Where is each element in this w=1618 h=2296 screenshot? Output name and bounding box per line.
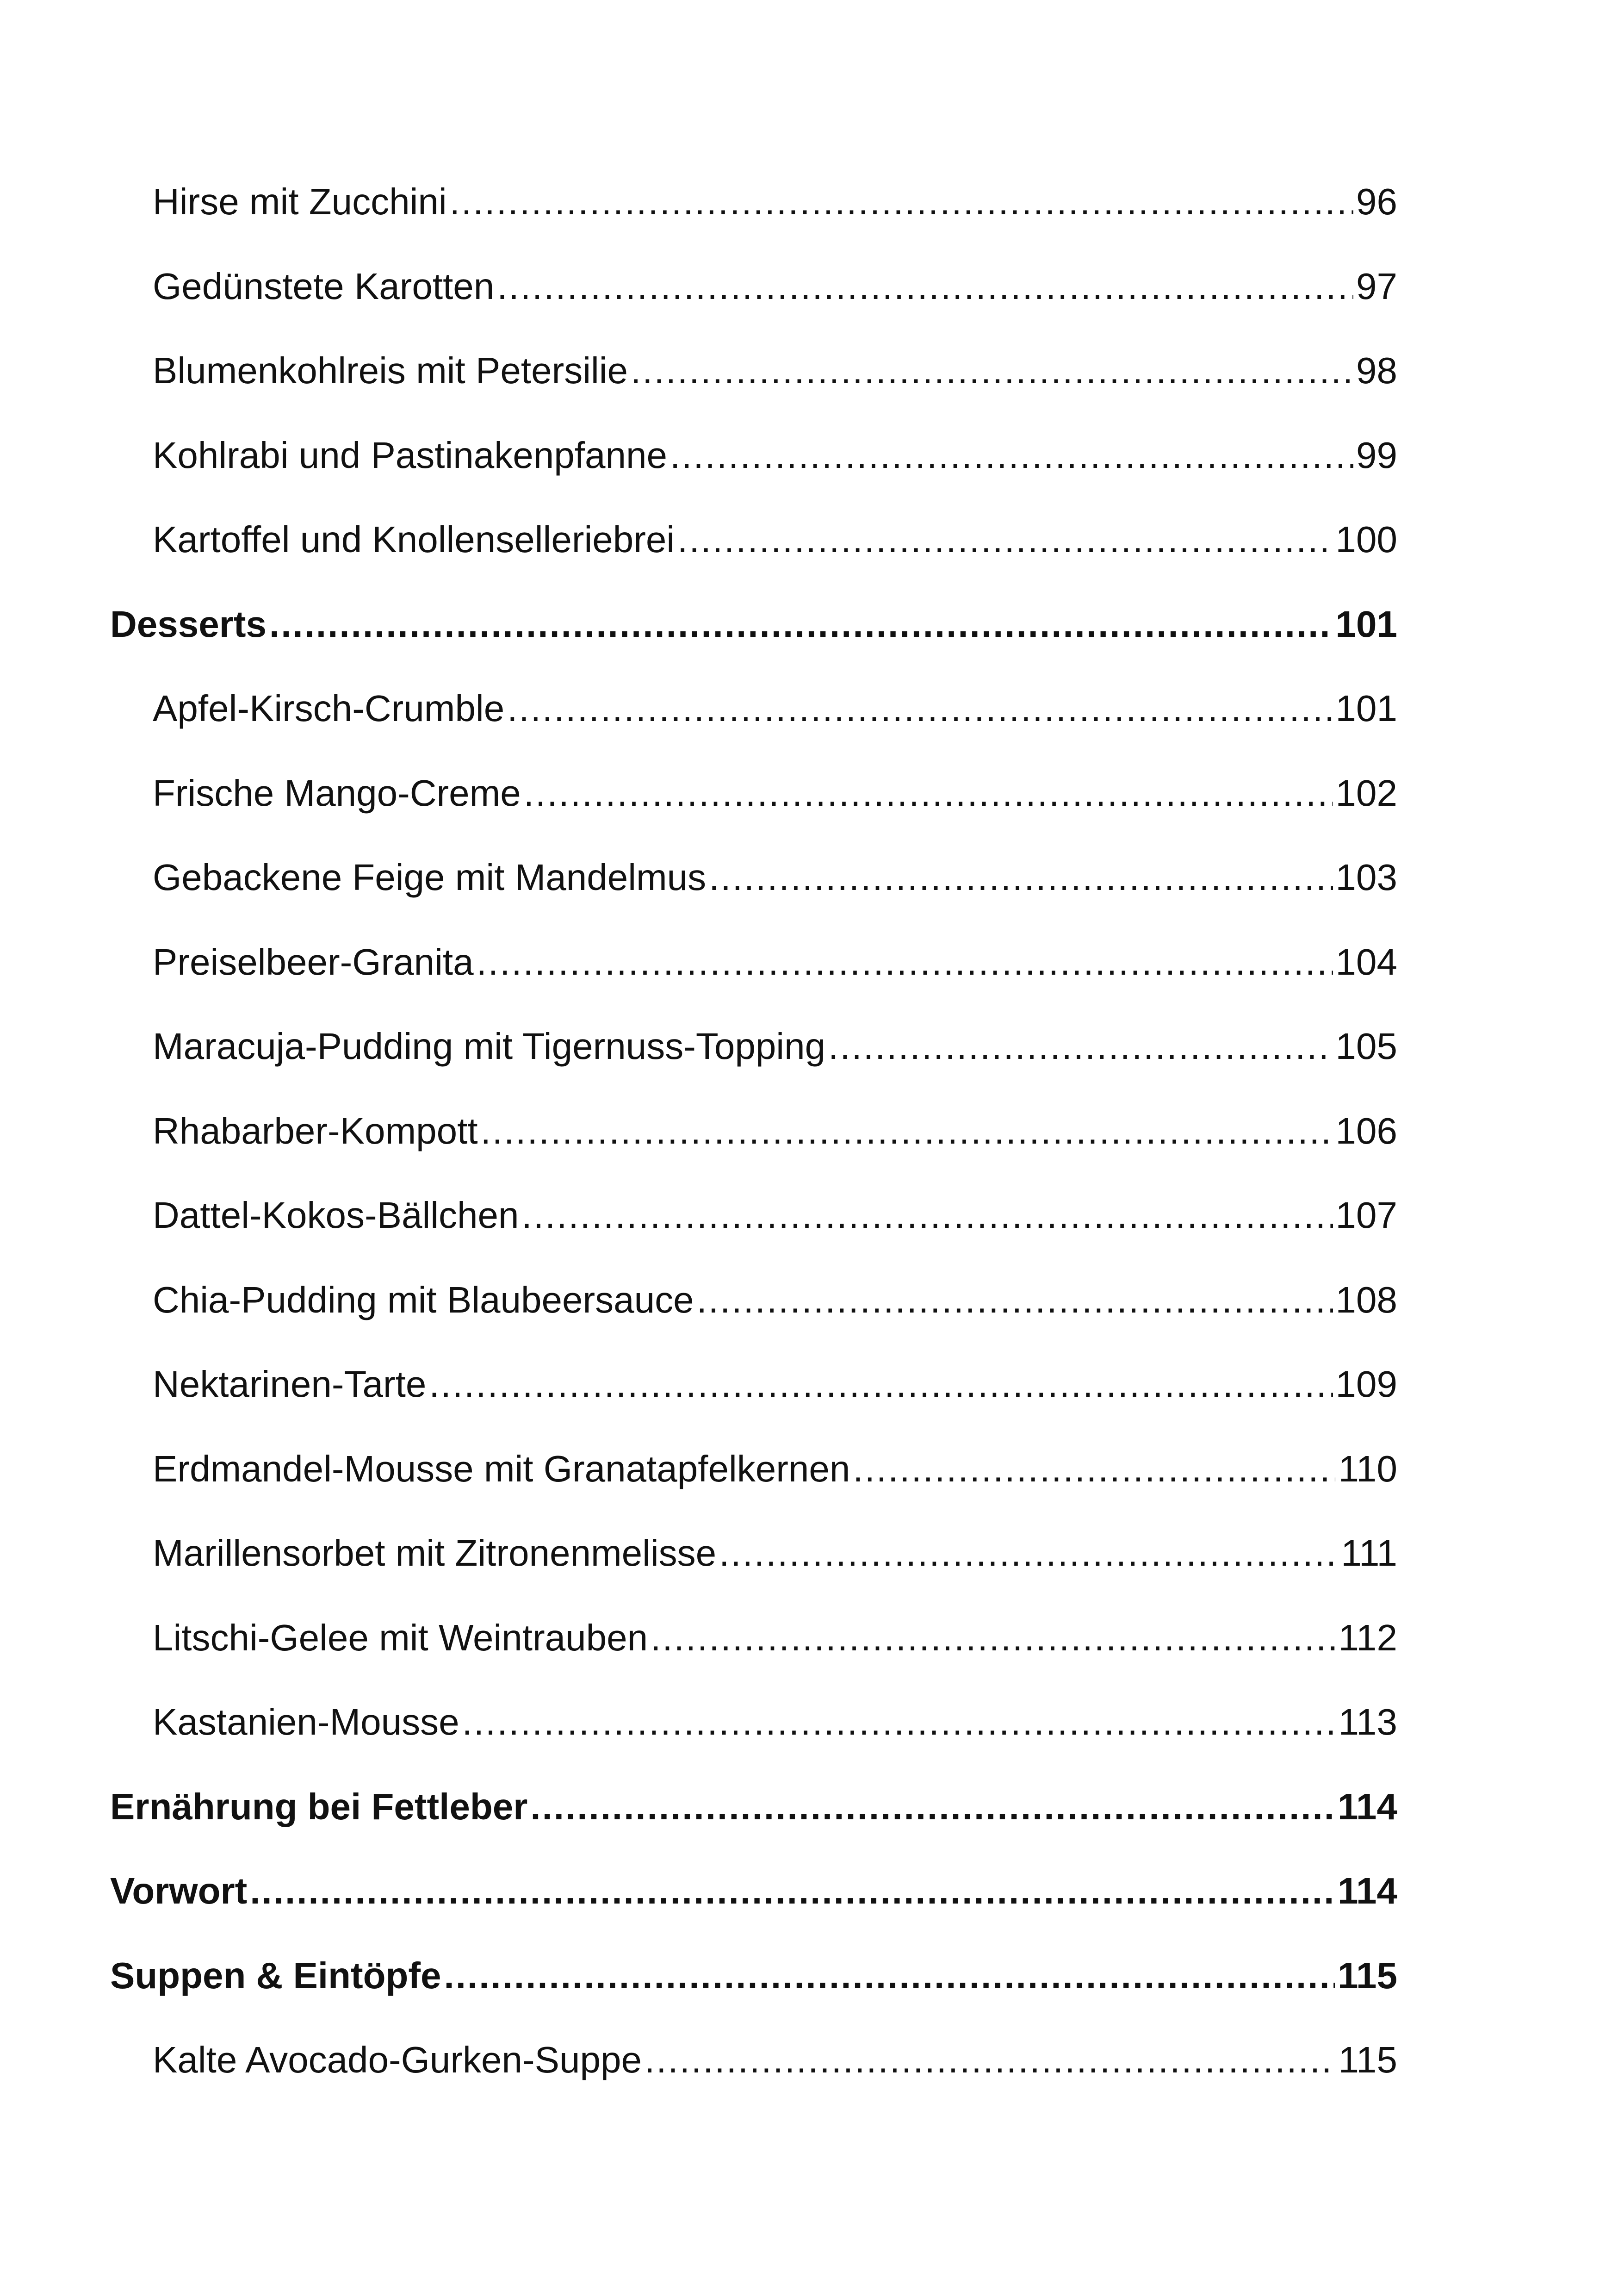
toc-page-number: 106 [1335,1110,1397,1151]
toc-entry-title: Blumenkohlreis mit Petersilie [153,350,628,391]
toc-section-title: Desserts [110,603,267,645]
dot-leader [250,1849,1335,1934]
toc-section-title: Suppen & Eintöpfe [110,1954,441,1996]
dot-leader [719,1511,1338,1596]
toc-entry-title: Rhabarber-Kompott [153,1110,478,1151]
toc-entry-title: Dattel-Kokos-Bällchen [153,1195,519,1236]
dot-leader [481,1089,1333,1174]
toc-page-number: 97 [1356,265,1397,307]
toc-section-heading [110,1765,1397,1849]
toc-page-number: 114 [1337,1870,1397,1911]
dot-leader [853,1427,1335,1512]
toc-page-number: 108 [1335,1279,1397,1320]
dot-leader [645,2018,1335,2103]
toc-entry [110,1342,1397,1427]
dot-leader [429,1342,1333,1427]
table-of-contents [110,160,1397,2103]
toc-page-number: 105 [1335,1026,1397,1067]
toc-section-title: Ernährung bei Fettleber [110,1786,528,1827]
dot-leader [524,751,1333,836]
toc-entry [110,1511,1397,1596]
toc-entry [110,329,1397,413]
toc-page-number: 109 [1335,1363,1397,1405]
toc-page-number: 98 [1356,350,1397,391]
toc-entry [110,1680,1397,1765]
dot-leader [828,1004,1333,1089]
toc-page-number: 100 [1335,519,1397,560]
dot-leader [530,1765,1335,1849]
toc-entry-title: Chia-Pudding mit Blaubeersauce [153,1279,694,1320]
toc-entry-title: Apfel-Kirsch-Crumble [153,688,505,729]
toc-entry [110,160,1397,244]
dot-leader [462,1680,1336,1765]
dot-leader [677,498,1333,582]
dot-leader [670,413,1353,498]
toc-section-title: Vorwort [110,1870,248,1911]
dot-leader [709,835,1333,920]
dot-leader [477,920,1333,1005]
dot-leader [521,1173,1333,1258]
toc-entry [110,1427,1397,1512]
toc-page-number: 113 [1338,1701,1397,1742]
dot-leader [507,666,1333,751]
toc-page-number: 101 [1335,603,1397,645]
toc-page-number: 111 [1341,1532,1397,1574]
toc-entry [110,666,1397,751]
toc-entry-title: Preiselbeer-Granita [153,941,474,983]
toc-page-number: 96 [1356,181,1397,222]
dot-leader [651,1596,1335,1680]
dot-leader [697,1258,1333,1343]
toc-entry-title: Maracuja-Pudding mit Tigernuss-Topping [153,1026,826,1067]
dot-leader [450,160,1353,244]
toc-entry-title: Nektarinen-Tarte [153,1363,427,1405]
toc-page-number: 101 [1335,688,1397,729]
toc-entry-title: Frische Mango-Creme [153,772,521,814]
toc-entry [110,1004,1397,1089]
dot-leader [497,244,1353,329]
toc-page-number: 115 [1337,1954,1397,1996]
toc-entry [110,498,1397,582]
toc-entry [110,1258,1397,1343]
dot-leader [631,329,1353,413]
toc-entry [110,751,1397,836]
dot-leader [444,1934,1335,2018]
toc-page-number: 104 [1335,941,1397,983]
toc-entry [110,2018,1397,2103]
toc-section-heading [110,1849,1397,1934]
toc-section-heading [110,1934,1397,2018]
toc-page-number: 112 [1338,1617,1397,1658]
toc-page-number: 114 [1337,1786,1397,1827]
toc-section-heading [110,582,1397,667]
toc-page-number: 110 [1338,1448,1397,1489]
toc-entry-title: Kartoffel und Knollenselleriebrei [153,519,675,560]
toc-entry-title: Marillensorbet mit Zitronenmelisse [153,1532,717,1574]
toc-entry [110,244,1397,329]
toc-page-number: 107 [1335,1195,1397,1236]
dot-leader [269,582,1333,667]
toc-entry-title: Kastanien-Mousse [153,1701,459,1742]
toc-page-number: 103 [1335,857,1397,898]
toc-page-number: 99 [1356,434,1397,476]
toc-entry-title: Kalte Avocado-Gurken-Suppe [153,2039,642,2080]
toc-entry [110,920,1397,1005]
toc-entry-title: Hirse mit Zucchini [153,181,447,222]
toc-entry [110,1596,1397,1680]
toc-page-number: 115 [1338,2039,1397,2080]
toc-entry-title: Erdmandel-Mousse mit Granatapfelkernen [153,1448,850,1489]
toc-entry-title: Kohlrabi und Pastinakenpfanne [153,434,667,476]
toc-entry [110,835,1397,920]
toc-entry [110,1173,1397,1258]
toc-entry [110,413,1397,498]
toc-entry-title: Litschi-Gelee mit Weintrauben [153,1617,648,1658]
toc-entry-title: Gedünstete Karotten [153,265,495,307]
toc-entry [110,1089,1397,1174]
toc-entry-title: Gebackene Feige mit Mandelmus [153,857,707,898]
toc-page-number: 102 [1335,772,1397,814]
